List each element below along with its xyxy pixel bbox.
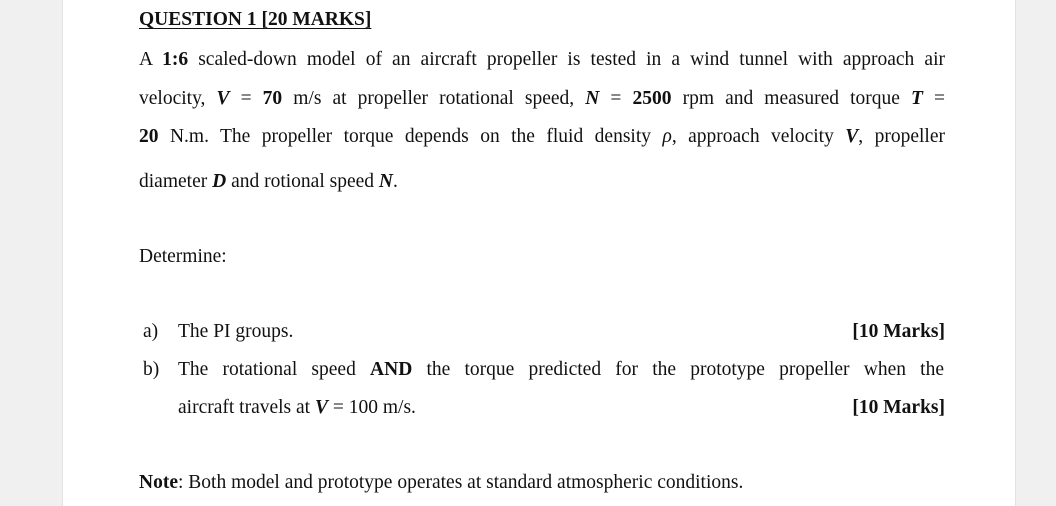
item-b-label: b) — [143, 359, 160, 380]
item-a-text: The PI groups. — [178, 321, 294, 342]
item-a-marks: [10 Marks] — [852, 321, 945, 342]
paragraph-line-4: diameter D and rotional speed N. — [139, 171, 398, 192]
item-b-text-line-2: aircraft travels at V = 100 m/s. — [178, 397, 416, 418]
item-b-text-line-1: The rotational speed AND the torque predicted for the prototype propeller when the — [178, 359, 944, 380]
question-title: QUESTION 1 [20 MARKS] — [139, 9, 372, 30]
paragraph-line-2: velocity, V = 70 m/s at propeller rotational speed, N = 2500 rpm and measured torque T = — [139, 88, 945, 109]
item-a-label: a) — [143, 321, 159, 342]
determine-label: Determine: — [139, 246, 227, 267]
paragraph-line-1: A 1:6 scaled-down model of an aircraft propeller is tested in a wind tunnel with approach air — [139, 49, 945, 70]
item-b-marks: [10 Marks] — [852, 397, 945, 418]
document-page — [62, 0, 1016, 506]
paragraph-line-3: 20 N.m. The propeller torque depends on the fluid density ρ, approach velocity V, propeller — [139, 126, 945, 147]
note: Note: Both model and prototype operates at standard atmospheric conditions. — [139, 472, 744, 493]
